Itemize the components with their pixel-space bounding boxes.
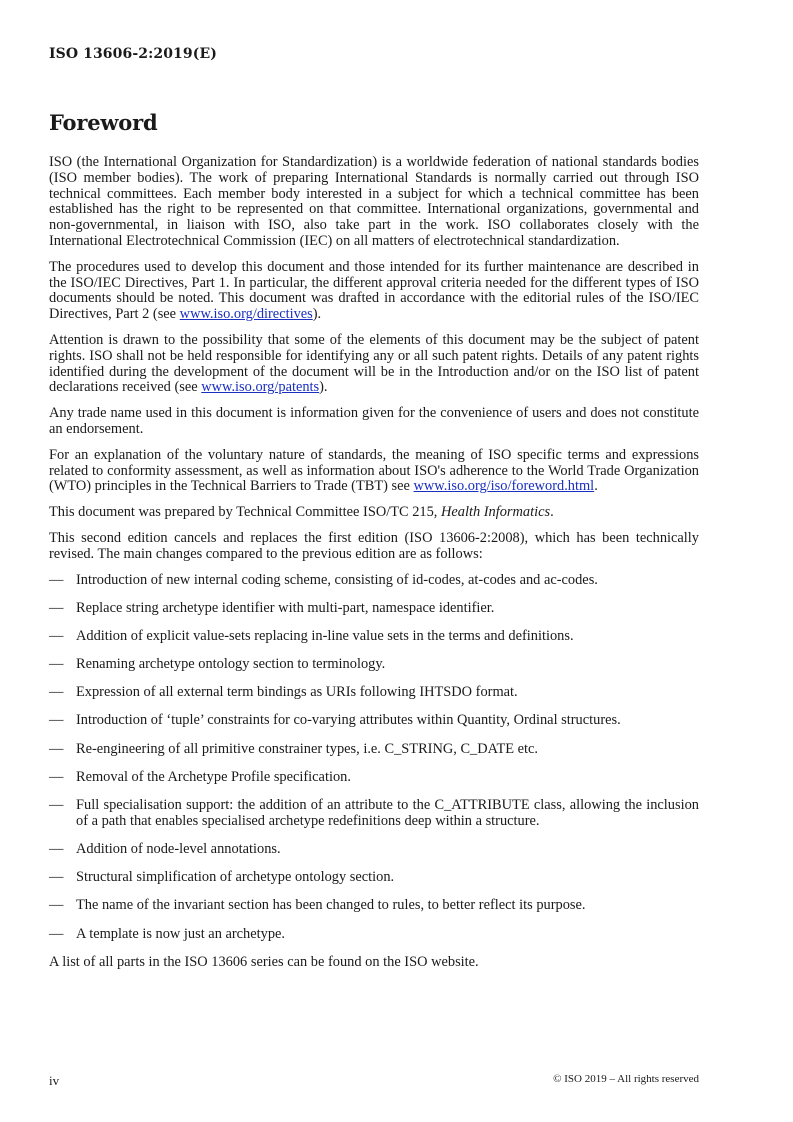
list-item-text: Removal of the Archetype Profile specification.	[76, 768, 351, 785]
patents-link[interactable]: www.iso.org/patents	[201, 379, 320, 396]
list-item	[49, 870, 699, 886]
list-dash: —	[49, 571, 64, 588]
list-item	[49, 770, 699, 786]
list-dash: —	[49, 684, 64, 701]
foreword-link[interactable]: www.iso.org/iso/foreword.html	[413, 478, 595, 495]
list-dash: —	[49, 869, 64, 886]
paragraph-committee-text: This document was prepared by Technical Committee ISO/TC 215,	[49, 504, 441, 521]
list-item	[49, 601, 699, 617]
changes-list	[49, 573, 699, 943]
paragraph-procedures-text: The procedures used to develop this document and those intended for its further maintenance are described in the ISO/IEC Directives, Part 1. In particular, the different approval criteria needed for the different types of ISO documents should be noted. This document was drafted in accordance with the editorial rules of the ISO/IEC Directives, Part 2 (see	[49, 258, 699, 323]
list-dash: —	[49, 897, 64, 914]
list-item	[49, 842, 699, 858]
paragraph-voluntary-nature-end: .	[594, 478, 598, 495]
list-item-text: Addition of node-level annotations.	[76, 841, 281, 858]
paragraph-procedures	[49, 260, 699, 323]
list-item-text: Full specialisation support: the addition of an attribute to the C_ATTRIBUTE class, allowing the inclusion of a path that enables specialised archetype redefinitions deep within a structure.	[76, 797, 699, 829]
list-item-text: Replace string archetype identifier with multi-part, namespace identifier.	[76, 599, 495, 616]
list-dash: —	[49, 925, 64, 942]
list-dash: —	[49, 768, 64, 785]
paragraph-procedures-end: ).	[312, 306, 322, 323]
paragraph-patents	[49, 333, 699, 396]
list-dash: —	[49, 656, 64, 673]
list-item-text: Introduction of new internal coding scheme, consisting of id-codes, at-codes and ac-codes.	[76, 571, 598, 588]
copyright-notice: © ISO 2019 – All rights reserved	[553, 1073, 699, 1085]
document-page	[49, 0, 699, 1122]
paragraph-voluntary-nature	[49, 448, 699, 495]
paragraph-committee	[49, 505, 699, 521]
paragraph-trade-name: Any trade name used in this document is information given for the convenience of users and does not constitute an endorsement.	[49, 405, 699, 437]
list-item-text: A template is now just an archetype.	[76, 925, 286, 942]
list-item-text: Introduction of ‘tuple’ constraints for co-varying attributes within Quantity, Ordinal structures.	[76, 712, 621, 729]
list-item-text: The name of the invariant section has been changed to rules, to better reflect its purpose.	[76, 897, 586, 914]
paragraph-second-edition: This second edition cancels and replaces the first edition (ISO 13606-2:2008), which has been technically revised. The main changes compared to the previous edition are as follows:	[49, 529, 699, 562]
paragraph-committee-end: .	[550, 504, 554, 521]
list-item	[49, 713, 699, 729]
paragraph-voluntary-nature-text: For an explanation of the voluntary nature of standards, the meaning of ISO specific terms and expressions related to conformity assessment, as well as information about ISO's adherence to the World Trade Organization (WTO) principles in the Technical Barriers to Trade (TBT) see	[49, 446, 699, 495]
page-title: Foreword	[49, 110, 158, 135]
paragraph-patents-end: ).	[319, 379, 328, 396]
list-dash: —	[49, 740, 64, 757]
list-item-text: Structural simplification of archetype ontology section.	[76, 869, 395, 886]
list-dash: —	[49, 841, 64, 858]
paragraph-series-list: A list of all parts in the ISO 13606 series can be found on the ISO website.	[49, 953, 479, 970]
list-item	[49, 573, 699, 589]
list-item	[49, 742, 699, 758]
list-dash: —	[49, 712, 64, 729]
foreword-body	[49, 155, 699, 981]
list-item	[49, 927, 699, 943]
page-number: iv	[49, 1073, 60, 1088]
list-dash: —	[49, 627, 64, 644]
list-dash: —	[49, 599, 64, 616]
list-item	[49, 685, 699, 701]
list-item-text: Addition of explicit value-sets replacing in-line value sets in the terms and definitions.	[76, 627, 574, 644]
document-id-header: ISO 13606-2:2019(E)	[49, 46, 217, 62]
committee-name: Health Informatics	[440, 504, 551, 521]
directives-link[interactable]: www.iso.org/directives	[179, 306, 313, 323]
list-item-text: Re-engineering of all primitive constrainer types, i.e. C_STRING, C_DATE etc.	[76, 740, 538, 757]
paragraph-iso-intro: ISO (the International Organization for Standardization) is a worldwide federation of national standards bodies (ISO member bodies). The work of preparing International Standards is normally carried out through ISO technical committees. Each member body interested in a subject for which a technical committee has been established has the right to be represented on that committee. International organizations, governmental and non-governmental, in liaison with ISO, also take part in the work. ISO collaborates closely with the International Electrotechnical Commission (IEC) on all matters of electrotechnical standardization.	[49, 154, 699, 249]
list-dash: —	[49, 797, 64, 814]
list-item	[49, 657, 699, 673]
list-item	[49, 798, 699, 830]
paragraph-patents-text: Attention is drawn to the possibility that some of the elements of this document may be the subject of patent rights. ISO shall not be held responsible for identifying any or all such patent rights. Details of any patent rights identified during the development of the document will be in the Introduction and/or on the ISO list of patent declarations received (see	[49, 331, 699, 396]
list-item-text: Renaming archetype ontology section to terminology.	[76, 656, 386, 673]
list-item	[49, 898, 699, 914]
list-item-text: Expression of all external term bindings as URIs following IHTSDO format.	[76, 684, 518, 701]
list-item	[49, 629, 699, 645]
